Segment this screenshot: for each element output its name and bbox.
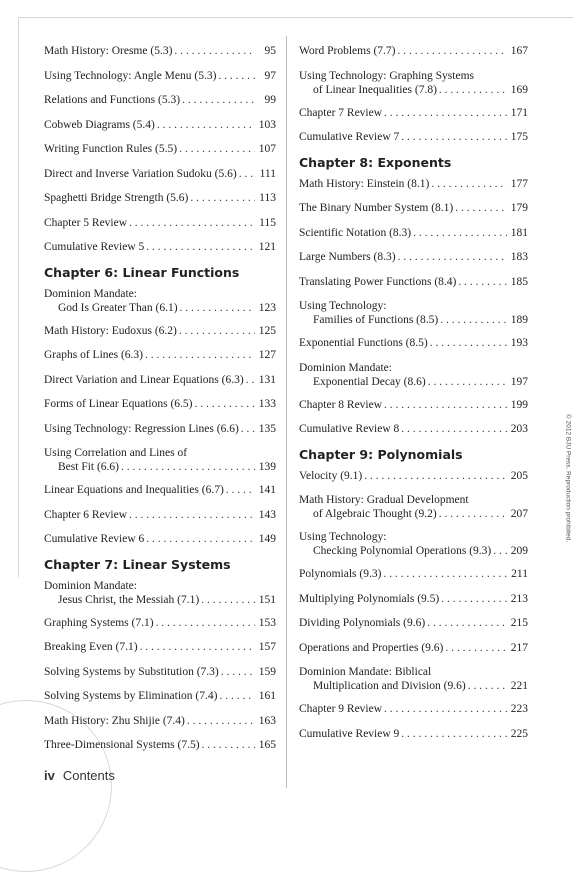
- toc-entry-title: Exponential Functions (8.5): [299, 337, 428, 349]
- page-ref: 209: [510, 545, 528, 557]
- toc-entry-title: Solving Systems by Elimination (7.4): [44, 690, 218, 702]
- page-ref: 115: [259, 216, 276, 229]
- page-ref: 127: [258, 349, 276, 361]
- toc-entry[interactable]: [299, 616, 528, 630]
- page-ref: 193: [510, 337, 528, 349]
- toc-entry[interactable]: [44, 287, 276, 315]
- page-ref: 223: [510, 703, 528, 715]
- page-ref: 175: [510, 131, 528, 143]
- page-ref: 211: [511, 568, 528, 580]
- page-ref: 213: [510, 592, 528, 605]
- toc-entry[interactable]: [299, 130, 528, 144]
- page-ref: 153: [258, 616, 276, 629]
- page-number: iv: [44, 768, 55, 783]
- chapter-heading: Chapter 6: Linear Functions: [44, 264, 240, 280]
- toc-entry-title: Three-Dimensional Systems (7.5): [44, 739, 200, 751]
- toc-entry-title: Cumulative Review 8: [299, 423, 400, 435]
- toc-entry-title: Graphs of Lines (6.3): [44, 349, 144, 361]
- toc-entry-title: God Is Greater Than (6.1): [58, 301, 178, 314]
- toc-entry[interactable]: [299, 226, 528, 240]
- toc-entry-title: Exponential Decay (8.6): [313, 375, 426, 388]
- toc-entry-title: Relations and Functions (5.3): [44, 94, 181, 106]
- toc-entry-title: Multiplication and Division (9.6): [313, 680, 466, 692]
- copyright-notice: © 2012 BJU Press. Reproduction prohibited.: [564, 414, 572, 542]
- toc-entry[interactable]: [44, 324, 276, 338]
- toc-entry[interactable]: [299, 727, 528, 741]
- dot-leader: [384, 106, 507, 120]
- toc-entry-title: of Algebraic Thought (9.2): [313, 508, 437, 520]
- toc-entry[interactable]: [44, 422, 276, 436]
- toc-entry-title-line: Dominion Mandate:: [44, 287, 137, 300]
- toc-entry-title-line: Using Technology:: [299, 531, 387, 543]
- toc-entry-title: Math History: Eudoxus (6.2): [44, 324, 177, 337]
- toc-entry[interactable]: [44, 508, 276, 522]
- dot-leader: [384, 398, 507, 412]
- toc-entry[interactable]: [44, 616, 276, 630]
- toc-entry[interactable]: [44, 738, 276, 752]
- page-ref: 203: [510, 423, 528, 435]
- toc-entry[interactable]: [299, 106, 528, 120]
- page-ref: 165: [258, 739, 276, 751]
- page-ref: 111: [259, 167, 276, 180]
- toc-entry[interactable]: [299, 469, 528, 483]
- toc-entry-title-line: Dominion Mandate:: [44, 579, 137, 592]
- dot-leader: [202, 738, 255, 752]
- page-ref: 205: [510, 469, 528, 482]
- page-ref: 149: [258, 533, 276, 545]
- page-ref: 171: [510, 106, 528, 119]
- toc-entry-title: Cumulative Review 6: [44, 533, 145, 545]
- toc-entry[interactable]: [44, 714, 276, 728]
- toc-entry[interactable]: [44, 44, 276, 58]
- page-ref: 161: [258, 690, 276, 702]
- page-ref: 151: [258, 593, 276, 606]
- toc-entry-title-line: Using Correlation and Lines of: [44, 447, 188, 459]
- page-frame-left: [18, 17, 19, 577]
- page-footer: [44, 768, 115, 783]
- chapter-heading: Chapter 9: Polynomials: [299, 446, 463, 462]
- toc-entry-title: Using Technology: Angle Menu (5.3): [44, 69, 217, 82]
- toc-entry-title-line: Dominion Mandate:: [299, 361, 392, 374]
- toc-entry[interactable]: [299, 530, 528, 558]
- toc-entry-title: Cobweb Diagrams (5.4): [44, 118, 155, 131]
- toc-entry[interactable]: [44, 240, 276, 254]
- toc-entry-title: Writing Function Rules (5.5): [44, 143, 178, 155]
- toc-entry-title: Linear Equations and Inequalities (6.7): [44, 484, 224, 496]
- toc-entry-title: Scientific Notation (8.3): [299, 226, 412, 239]
- toc-entry[interactable]: [44, 689, 276, 703]
- toc-entry[interactable]: [44, 93, 276, 107]
- toc-entry[interactable]: [44, 167, 276, 181]
- dot-leader: [439, 83, 507, 97]
- page-ref: 185: [510, 275, 528, 288]
- dot-leader: [146, 240, 255, 254]
- toc-entry[interactable]: [299, 299, 528, 327]
- toc-entry[interactable]: [44, 446, 276, 474]
- toc-entry-title: Direct Variation and Linear Equations (6.3): [44, 373, 244, 386]
- page-ref: 107: [258, 143, 276, 155]
- toc-entry-title-line: Dominion Mandate: Biblical: [299, 666, 432, 678]
- page-ref: 139: [258, 461, 276, 473]
- page-ref: 169: [510, 83, 528, 96]
- toc-entry-title-line: Using Technology: Graphing Systems: [299, 69, 474, 82]
- page-ref: 215: [510, 617, 528, 629]
- dot-leader: [195, 397, 255, 411]
- dot-leader: [239, 167, 255, 181]
- dot-leader: [445, 641, 507, 655]
- dot-leader: [157, 118, 255, 132]
- page-ref: 159: [258, 665, 276, 678]
- page-ref: 167: [510, 45, 528, 57]
- toc-entry-title: Direct and Inverse Variation Sudoku (5.6): [44, 167, 237, 180]
- toc-entry[interactable]: [299, 201, 528, 215]
- toc-entry[interactable]: [299, 702, 528, 716]
- toc-entry-title: Spaghetti Bridge Strength (5.6): [44, 192, 189, 204]
- toc-entry[interactable]: [44, 118, 276, 132]
- toc-entry[interactable]: [44, 69, 276, 83]
- page-ref: 189: [510, 314, 528, 326]
- toc-entry-title: Multiplying Polynomials (9.5): [299, 592, 440, 605]
- toc-entry-title: Using Technology: Regression Lines (6.6): [44, 422, 239, 435]
- toc-entry[interactable]: [299, 592, 528, 606]
- toc-entry[interactable]: [299, 641, 528, 655]
- toc-entry-title: Jesus Christ, the Messiah (7.1): [58, 593, 200, 606]
- toc-entry[interactable]: [299, 567, 528, 581]
- dot-leader: [156, 616, 255, 630]
- page-ref: 197: [510, 375, 528, 388]
- page-ref: 123: [258, 301, 276, 314]
- dot-leader: [241, 422, 255, 436]
- dot-leader: [145, 348, 255, 362]
- toc-entry[interactable]: [299, 69, 528, 97]
- toc-entry-title: Large Numbers (8.3): [299, 251, 396, 263]
- dot-leader: [401, 727, 507, 741]
- page-frame-top: [18, 17, 573, 18]
- toc-entry-title: Solving Systems by Substitution (7.3): [44, 665, 219, 678]
- page-ref: 99: [264, 94, 276, 106]
- column-divider: [286, 36, 287, 788]
- toc-entry-title: Forms of Linear Equations (6.5): [44, 398, 193, 410]
- page-ref: 133: [258, 398, 276, 410]
- dot-leader: [398, 44, 508, 58]
- dot-leader: [401, 130, 507, 144]
- dot-leader: [182, 93, 255, 107]
- page-ref: 225: [510, 727, 528, 740]
- dot-leader: [364, 469, 507, 483]
- toc-entry-title: The Binary Number System (8.1): [299, 202, 454, 214]
- toc-entry[interactable]: [44, 640, 276, 654]
- toc-entry-title: Graphing Systems (7.1): [44, 616, 154, 629]
- dot-leader: [441, 592, 507, 606]
- page-ref: 199: [510, 398, 528, 411]
- dot-leader: [201, 593, 255, 607]
- toc-entry-title-line: Using Technology:: [299, 300, 387, 312]
- dot-leader: [121, 460, 255, 474]
- dot-leader: [427, 616, 507, 630]
- chapter-heading: Chapter 8: Exponents: [299, 154, 452, 170]
- toc-entry[interactable]: [44, 579, 276, 607]
- dot-leader: [439, 507, 507, 521]
- dot-leader: [187, 714, 255, 728]
- toc-entry-title: Breaking Even (7.1): [44, 641, 138, 653]
- dot-leader: [468, 679, 507, 693]
- toc-entry[interactable]: [44, 532, 276, 546]
- page-ref: 97: [264, 69, 276, 82]
- toc-entry-title: Math History: Oresme (5.3): [44, 45, 173, 57]
- page-ref: 183: [510, 251, 528, 263]
- chapter-heading: Chapter 7: Linear Systems: [44, 556, 231, 572]
- dot-leader: [440, 313, 507, 327]
- dot-leader: [179, 142, 255, 156]
- toc-entry[interactable]: [44, 665, 276, 679]
- dot-leader: [246, 373, 255, 387]
- footer-label: Contents: [62, 768, 115, 783]
- page-ref: 177: [510, 177, 528, 190]
- toc-entry-title: Dividing Polynomials (9.6): [299, 617, 426, 629]
- dot-leader: [431, 177, 507, 191]
- toc-entry-title: Best Fit (6.6): [58, 461, 120, 473]
- dot-leader: [146, 532, 255, 546]
- toc-entry-title: Chapter 8 Review: [299, 398, 383, 411]
- toc-entry[interactable]: [299, 275, 528, 289]
- dot-leader: [458, 275, 507, 289]
- toc-entry[interactable]: [44, 373, 276, 387]
- toc-entry-title: Chapter 7 Review: [299, 106, 383, 119]
- page-ref: 141: [258, 484, 276, 496]
- toc-entry[interactable]: [299, 177, 528, 191]
- page-ref: 113: [259, 192, 276, 204]
- dot-leader: [430, 336, 507, 350]
- dot-leader: [493, 544, 507, 558]
- dot-leader: [179, 324, 255, 338]
- toc-entry-title: Checking Polynomial Operations (9.3): [313, 545, 492, 557]
- toc-entry-title: Operations and Properties (9.6): [299, 641, 444, 654]
- dot-leader: [383, 567, 507, 581]
- dot-leader: [129, 216, 255, 230]
- page-ref: 103: [258, 118, 276, 131]
- toc-entry[interactable]: [44, 216, 276, 230]
- dot-leader: [384, 702, 507, 716]
- toc-entry-title: of Linear Inequalities (7.8): [313, 83, 437, 96]
- toc-entry-title: Translating Power Functions (8.4): [299, 275, 457, 288]
- page-ref: 207: [510, 508, 528, 520]
- toc-entry[interactable]: [299, 44, 528, 58]
- toc-entry[interactable]: [299, 665, 528, 693]
- page-ref: 221: [510, 680, 528, 692]
- page-ref: 125: [258, 324, 276, 337]
- toc-entry-title: Cumulative Review 9: [299, 727, 400, 740]
- toc-entry[interactable]: [44, 142, 276, 156]
- dot-leader: [190, 191, 255, 205]
- toc-entry[interactable]: [44, 397, 276, 411]
- dot-leader: [398, 250, 507, 264]
- toc-entry-title: Velocity (9.1): [299, 469, 363, 482]
- toc-entry[interactable]: [44, 483, 276, 497]
- dot-leader: [221, 665, 255, 679]
- toc-entry[interactable]: [299, 493, 528, 521]
- toc-entry[interactable]: [299, 398, 528, 412]
- page-ref: 163: [258, 714, 276, 727]
- dot-leader: [428, 375, 507, 389]
- dot-leader: [218, 69, 255, 83]
- toc-entry-title: Families of Functions (8.5): [313, 314, 439, 326]
- dot-leader: [180, 301, 255, 315]
- page-ref: 135: [258, 422, 276, 435]
- toc-entry-title: Chapter 5 Review: [44, 216, 128, 229]
- page-ref: 181: [510, 226, 528, 239]
- page-ref: 95: [264, 45, 276, 57]
- toc-entry-title: Polynomials (9.3): [299, 568, 382, 580]
- toc-entry[interactable]: [299, 336, 528, 350]
- dot-leader: [129, 508, 255, 522]
- dot-leader: [413, 226, 507, 240]
- dot-leader: [401, 422, 507, 436]
- toc-entry[interactable]: [299, 422, 528, 436]
- dot-leader: [219, 689, 255, 703]
- toc-entry-title: Word Problems (7.7): [299, 45, 396, 57]
- dot-leader: [455, 201, 507, 215]
- toc-entry-title: Cumulative Review 7: [299, 131, 400, 143]
- toc-entry[interactable]: [299, 250, 528, 264]
- toc-entry-title: Chapter 9 Review: [299, 703, 383, 715]
- dot-leader: [140, 640, 255, 654]
- toc-entry[interactable]: [44, 191, 276, 205]
- page-ref: 131: [258, 373, 276, 386]
- dot-leader: [174, 44, 255, 58]
- page-ref: 143: [258, 508, 276, 521]
- toc-entry-title-line: Math History: Gradual Development: [299, 494, 469, 506]
- page-ref: 121: [258, 241, 276, 253]
- dot-leader: [226, 483, 255, 497]
- page-ref: 217: [510, 641, 528, 654]
- toc-entry-title: Cumulative Review 5: [44, 241, 145, 253]
- toc-entry-title: Math History: Zhu Shijie (7.4): [44, 714, 185, 727]
- toc-entry-title: Chapter 6 Review: [44, 508, 128, 521]
- toc-entry[interactable]: [44, 348, 276, 362]
- page-ref: 179: [510, 202, 528, 214]
- toc-entry[interactable]: [299, 361, 528, 389]
- toc-entry-title: Math History: Einstein (8.1): [299, 177, 430, 190]
- page-ref: 157: [258, 641, 276, 653]
